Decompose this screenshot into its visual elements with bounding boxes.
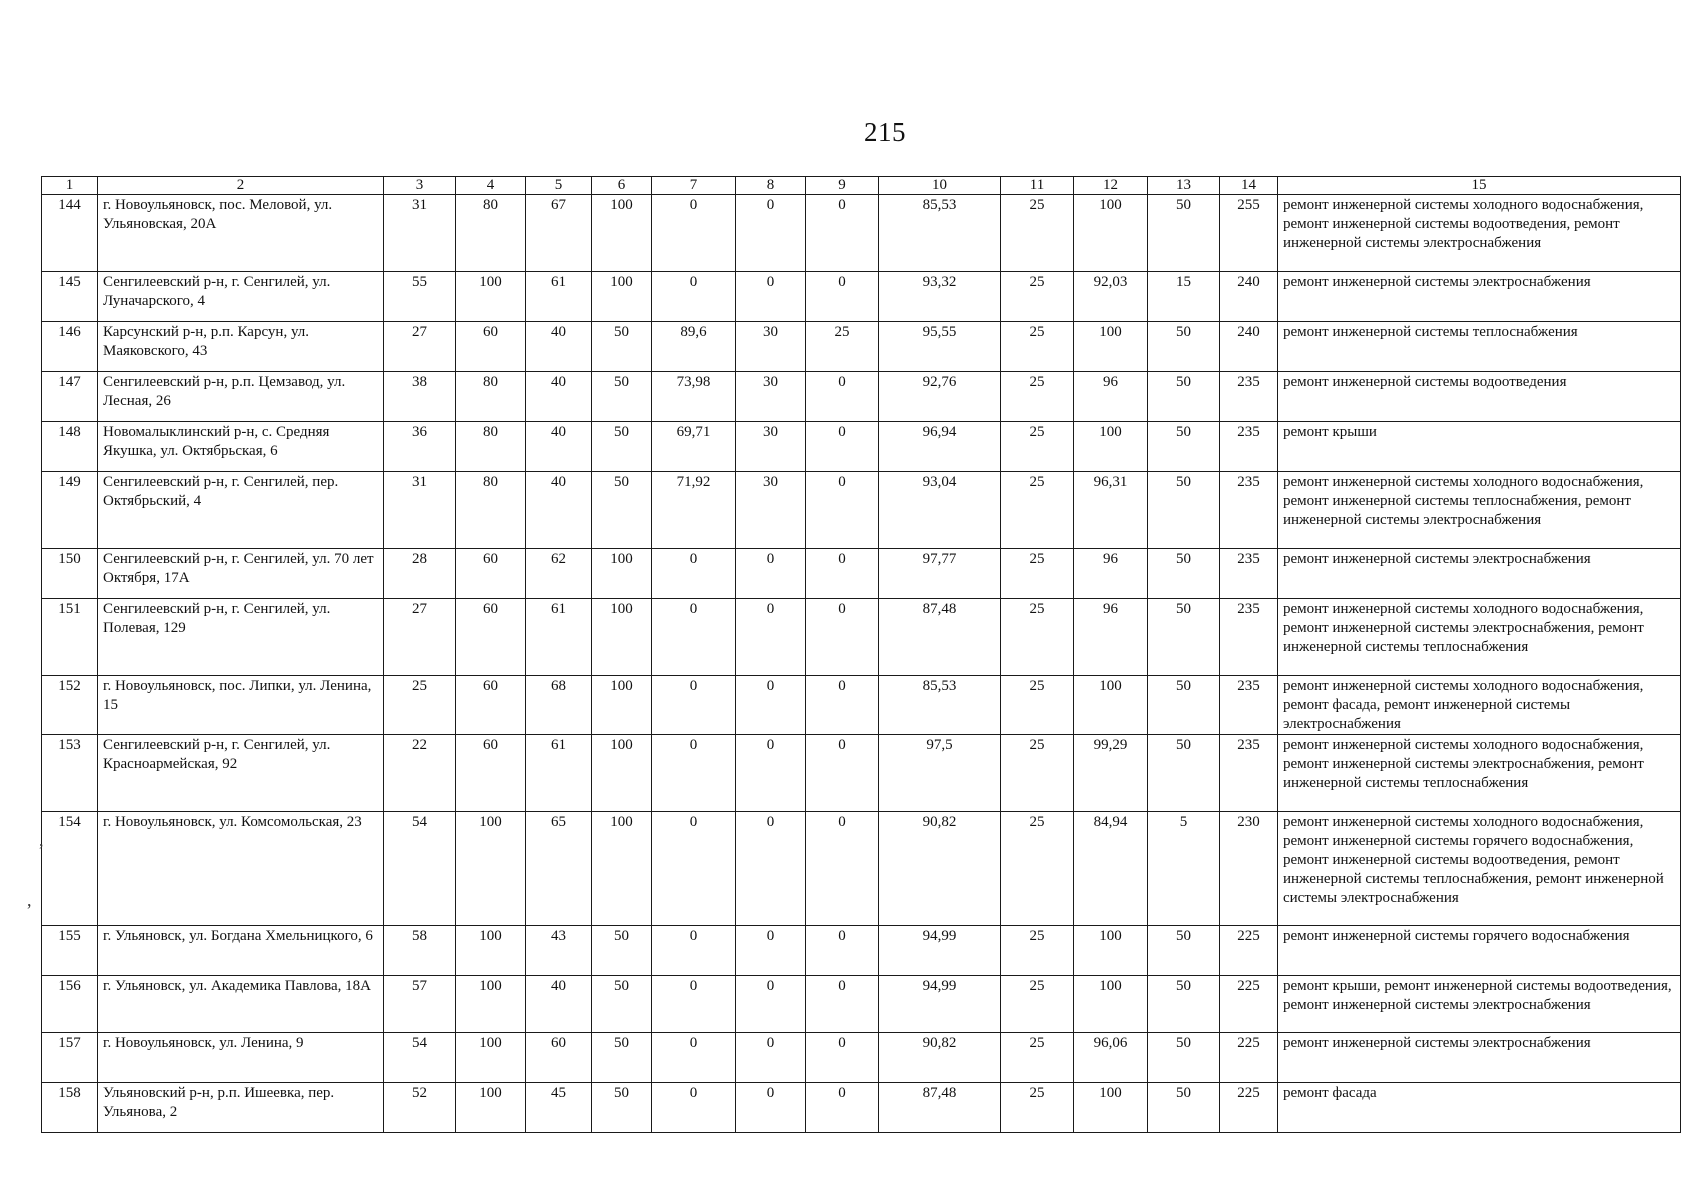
column-header: 3	[384, 177, 456, 195]
value-cell: 25	[1001, 976, 1074, 1033]
value-cell: 0	[806, 812, 879, 926]
value-cell: 25	[806, 322, 879, 372]
value-cell: 50	[1148, 1033, 1220, 1083]
value-cell: 30	[736, 472, 806, 549]
work-type-cell: ремонт инженерной системы электроснабжения	[1278, 272, 1681, 322]
value-cell: 100	[1074, 926, 1148, 976]
value-cell: 90,82	[879, 812, 1001, 926]
value-cell: 43	[526, 926, 592, 976]
value-cell: 235	[1220, 735, 1278, 812]
value-cell: 100	[1074, 322, 1148, 372]
value-cell: 0	[736, 926, 806, 976]
column-header: 12	[1074, 177, 1148, 195]
value-cell: 5	[1148, 812, 1220, 926]
value-cell: 0	[806, 926, 879, 976]
value-cell: 60	[526, 1033, 592, 1083]
value-cell: 0	[806, 195, 879, 272]
value-cell: 92,76	[879, 372, 1001, 422]
table-row	[42, 735, 1681, 812]
value-cell: 240	[1220, 272, 1278, 322]
column-header: 5	[526, 177, 592, 195]
value-cell: 100	[1074, 676, 1148, 735]
value-cell: 96	[1074, 549, 1148, 599]
value-cell: 50	[1148, 599, 1220, 676]
value-cell: 0	[652, 735, 736, 812]
value-cell: 85,53	[879, 676, 1001, 735]
work-type-cell: ремонт инженерной системы холодного водоснабжения, ремонт инженерной системы водоотведения, ремонт инженерной системы электроснабжения	[1278, 195, 1681, 272]
value-cell: 25	[1001, 1033, 1074, 1083]
value-cell: 25	[1001, 422, 1074, 472]
value-cell: 95,55	[879, 322, 1001, 372]
value-cell: 0	[806, 422, 879, 472]
value-cell: 68	[526, 676, 592, 735]
value-cell: 100	[1074, 1083, 1148, 1133]
value-cell: 0	[806, 372, 879, 422]
work-type-cell: ремонт инженерной системы теплоснабжения	[1278, 322, 1681, 372]
value-cell: 96	[1074, 372, 1148, 422]
value-cell: 87,48	[879, 599, 1001, 676]
value-cell: 31	[384, 472, 456, 549]
work-type-cell: ремонт инженерной системы холодного водоснабжения, ремонт фасада, ремонт инженерной системы электроснабжения	[1278, 676, 1681, 735]
address-cell: Сенгилеевский р-н, г. Сенгилей, ул. Полевая, 129	[98, 599, 384, 676]
value-cell: 73,98	[652, 372, 736, 422]
address-cell: Карсунский р-н, р.п. Карсун, ул. Маяковского, 43	[98, 322, 384, 372]
value-cell: 0	[736, 976, 806, 1033]
row-number-cell: 146	[42, 322, 98, 372]
value-cell: 235	[1220, 372, 1278, 422]
value-cell: 90,82	[879, 1033, 1001, 1083]
value-cell: 0	[652, 976, 736, 1033]
value-cell: 255	[1220, 195, 1278, 272]
value-cell: 240	[1220, 322, 1278, 372]
address-cell: Сенгилеевский р-н, г. Сенгилей, пер. Октябрьский, 4	[98, 472, 384, 549]
table-row	[42, 812, 1681, 926]
value-cell: 96	[1074, 599, 1148, 676]
address-cell: Сенгилеевский р-н, р.п. Цемзавод, ул. Лесная, 26	[98, 372, 384, 422]
column-header: 7	[652, 177, 736, 195]
value-cell: 27	[384, 322, 456, 372]
value-cell: 62	[526, 549, 592, 599]
value-cell: 25	[1001, 322, 1074, 372]
address-cell: Сенгилеевский р-н, г. Сенгилей, ул. Луначарского, 4	[98, 272, 384, 322]
value-cell: 0	[806, 735, 879, 812]
value-cell: 0	[652, 599, 736, 676]
value-cell: 0	[806, 1033, 879, 1083]
work-type-cell: ремонт инженерной системы водоотведения	[1278, 372, 1681, 422]
value-cell: 84,94	[1074, 812, 1148, 926]
row-number-cell: 145	[42, 272, 98, 322]
value-cell: 100	[592, 549, 652, 599]
value-cell: 61	[526, 735, 592, 812]
row-number-cell: 154	[42, 812, 98, 926]
value-cell: 100	[1074, 422, 1148, 472]
value-cell: 50	[592, 926, 652, 976]
value-cell: 40	[526, 322, 592, 372]
scan-mark: ,	[27, 890, 32, 910]
value-cell: 0	[736, 549, 806, 599]
value-cell: 30	[736, 422, 806, 472]
value-cell: 50	[1148, 322, 1220, 372]
value-cell: 40	[526, 472, 592, 549]
value-cell: 235	[1220, 472, 1278, 549]
value-cell: 22	[384, 735, 456, 812]
value-cell: 40	[526, 976, 592, 1033]
value-cell: 61	[526, 599, 592, 676]
value-cell: 69,71	[652, 422, 736, 472]
column-header: 6	[592, 177, 652, 195]
table-row	[42, 195, 1681, 272]
value-cell: 60	[456, 599, 526, 676]
row-number-cell: 155	[42, 926, 98, 976]
value-cell: 0	[652, 1033, 736, 1083]
column-header: 1	[42, 177, 98, 195]
value-cell: 27	[384, 599, 456, 676]
column-header: 4	[456, 177, 526, 195]
value-cell: 100	[456, 812, 526, 926]
value-cell: 80	[456, 195, 526, 272]
value-cell: 61	[526, 272, 592, 322]
row-number-cell: 147	[42, 372, 98, 422]
value-cell: 100	[456, 976, 526, 1033]
value-cell: 58	[384, 926, 456, 976]
address-cell: г. Новоульяновск, ул. Ленина, 9	[98, 1033, 384, 1083]
value-cell: 225	[1220, 976, 1278, 1033]
table-row	[42, 976, 1681, 1033]
value-cell: 31	[384, 195, 456, 272]
page-number: 215	[864, 117, 906, 147]
value-cell: 235	[1220, 676, 1278, 735]
table-row	[42, 676, 1681, 735]
value-cell: 30	[736, 372, 806, 422]
value-cell: 50	[592, 422, 652, 472]
value-cell: 225	[1220, 1083, 1278, 1133]
value-cell: 25	[1001, 472, 1074, 549]
value-cell: 97,77	[879, 549, 1001, 599]
row-number-cell: 152	[42, 676, 98, 735]
value-cell: 89,6	[652, 322, 736, 372]
value-cell: 30	[736, 322, 806, 372]
value-cell: 100	[1074, 195, 1148, 272]
table-body	[42, 195, 1681, 1133]
value-cell: 55	[384, 272, 456, 322]
value-cell: 50	[1148, 926, 1220, 976]
table-row	[42, 926, 1681, 976]
value-cell: 100	[592, 676, 652, 735]
value-cell: 100	[1074, 976, 1148, 1033]
row-number-cell: 153	[42, 735, 98, 812]
value-cell: 50	[592, 322, 652, 372]
value-cell: 71,92	[652, 472, 736, 549]
value-cell: 99,29	[1074, 735, 1148, 812]
value-cell: 60	[456, 676, 526, 735]
value-cell: 25	[1001, 735, 1074, 812]
value-cell: 25	[1001, 926, 1074, 976]
value-cell: 50	[1148, 422, 1220, 472]
table-row	[42, 322, 1681, 372]
value-cell: 100	[592, 812, 652, 926]
value-cell: 0	[736, 272, 806, 322]
column-header: 2	[98, 177, 384, 195]
value-cell: 45	[526, 1083, 592, 1133]
value-cell: 94,99	[879, 926, 1001, 976]
value-cell: 0	[806, 1083, 879, 1133]
value-cell: 96,06	[1074, 1033, 1148, 1083]
value-cell: 25	[1001, 676, 1074, 735]
value-cell: 0	[736, 1033, 806, 1083]
value-cell: 28	[384, 549, 456, 599]
value-cell: 80	[456, 372, 526, 422]
table-row	[42, 599, 1681, 676]
table-row	[42, 1083, 1681, 1133]
value-cell: 67	[526, 195, 592, 272]
value-cell: 225	[1220, 926, 1278, 976]
value-cell: 50	[592, 1083, 652, 1133]
value-cell: 50	[1148, 472, 1220, 549]
work-type-cell: ремонт инженерной системы горячего водоснабжения	[1278, 926, 1681, 976]
value-cell: 85,53	[879, 195, 1001, 272]
value-cell: 96,94	[879, 422, 1001, 472]
work-type-cell: ремонт инженерной системы электроснабжения	[1278, 549, 1681, 599]
table-row	[42, 372, 1681, 422]
address-cell: Сенгилеевский р-н, г. Сенгилей, ул. Красноармейская, 92	[98, 735, 384, 812]
value-cell: 25	[1001, 812, 1074, 926]
data-table	[41, 176, 1681, 1133]
value-cell: 54	[384, 1033, 456, 1083]
value-cell: 50	[1148, 735, 1220, 812]
value-cell: 15	[1148, 272, 1220, 322]
value-cell: 50	[592, 976, 652, 1033]
value-cell: 25	[1001, 195, 1074, 272]
value-cell: 0	[652, 549, 736, 599]
work-type-cell: ремонт инженерной системы холодного водоснабжения, ремонт инженерной системы теплоснабжения, ремонт инженерной системы электроснабжения	[1278, 472, 1681, 549]
value-cell: 0	[652, 926, 736, 976]
value-cell: 0	[736, 599, 806, 676]
value-cell: 25	[1001, 1083, 1074, 1133]
table-row	[42, 422, 1681, 472]
row-number-cell: 156	[42, 976, 98, 1033]
value-cell: 25	[384, 676, 456, 735]
value-cell: 235	[1220, 422, 1278, 472]
value-cell: 0	[806, 976, 879, 1033]
value-cell: 87,48	[879, 1083, 1001, 1133]
value-cell: 100	[456, 1033, 526, 1083]
value-cell: 57	[384, 976, 456, 1033]
value-cell: 0	[806, 676, 879, 735]
value-cell: 92,03	[1074, 272, 1148, 322]
value-cell: 25	[1001, 272, 1074, 322]
header-row	[42, 177, 1681, 195]
table-row	[42, 472, 1681, 549]
work-type-cell: ремонт инженерной системы холодного водоснабжения, ремонт инженерной системы электроснабжения, ремонт инженерной системы теплоснабжения	[1278, 599, 1681, 676]
scan-mark: ,	[39, 830, 44, 850]
address-cell: Ульяновский р-н, р.п. Ишеевка, пер. Ульянова, 2	[98, 1083, 384, 1133]
column-header: 8	[736, 177, 806, 195]
value-cell: 60	[456, 322, 526, 372]
value-cell: 60	[456, 549, 526, 599]
value-cell: 0	[652, 272, 736, 322]
value-cell: 100	[456, 1083, 526, 1133]
value-cell: 50	[1148, 1083, 1220, 1133]
address-cell: г. Новоульяновск, ул. Комсомольская, 23	[98, 812, 384, 926]
value-cell: 50	[1148, 549, 1220, 599]
value-cell: 0	[806, 472, 879, 549]
value-cell: 235	[1220, 549, 1278, 599]
value-cell: 50	[1148, 676, 1220, 735]
value-cell: 80	[456, 422, 526, 472]
work-type-cell: ремонт инженерной системы холодного водоснабжения, ремонт инженерной системы электроснабжения, ремонт инженерной системы теплоснабжения	[1278, 735, 1681, 812]
row-number-cell: 149	[42, 472, 98, 549]
column-header: 14	[1220, 177, 1278, 195]
value-cell: 0	[736, 812, 806, 926]
column-header: 9	[806, 177, 879, 195]
value-cell: 0	[806, 272, 879, 322]
value-cell: 97,5	[879, 735, 1001, 812]
value-cell: 50	[592, 472, 652, 549]
value-cell: 50	[592, 1033, 652, 1083]
value-cell: 0	[652, 1083, 736, 1133]
value-cell: 50	[1148, 976, 1220, 1033]
value-cell: 80	[456, 472, 526, 549]
value-cell: 93,32	[879, 272, 1001, 322]
value-cell: 60	[456, 735, 526, 812]
work-type-cell: ремонт инженерной системы холодного водоснабжения, ремонт инженерной системы горячего водоснабжения, ремонт инженерной системы водоотведения, ремонт инженерной системы теплоснабжения, ремонт инженерной системы электроснабжения	[1278, 812, 1681, 926]
value-cell: 50	[592, 372, 652, 422]
column-header: 13	[1148, 177, 1220, 195]
row-number-cell: 144	[42, 195, 98, 272]
value-cell: 100	[592, 195, 652, 272]
work-type-cell: ремонт крыши	[1278, 422, 1681, 472]
value-cell: 52	[384, 1083, 456, 1133]
value-cell: 38	[384, 372, 456, 422]
value-cell: 0	[806, 599, 879, 676]
column-header: 11	[1001, 177, 1074, 195]
row-number-cell: 148	[42, 422, 98, 472]
value-cell: 0	[652, 195, 736, 272]
row-number-cell: 151	[42, 599, 98, 676]
value-cell: 225	[1220, 1033, 1278, 1083]
table-row	[42, 1033, 1681, 1083]
value-cell: 0	[806, 549, 879, 599]
value-cell: 100	[592, 599, 652, 676]
work-type-cell: ремонт инженерной системы электроснабжения	[1278, 1033, 1681, 1083]
value-cell: 25	[1001, 372, 1074, 422]
value-cell: 100	[592, 272, 652, 322]
value-cell: 0	[652, 676, 736, 735]
value-cell: 25	[1001, 599, 1074, 676]
row-number-cell: 157	[42, 1033, 98, 1083]
address-cell: Новомалыклинский р-н, с. Средняя Якушка, ул. Октябрьская, 6	[98, 422, 384, 472]
value-cell: 0	[736, 676, 806, 735]
row-number-cell: 150	[42, 549, 98, 599]
value-cell: 40	[526, 372, 592, 422]
table-row	[42, 272, 1681, 322]
work-type-cell: ремонт фасада	[1278, 1083, 1681, 1133]
value-cell: 100	[456, 926, 526, 976]
value-cell: 40	[526, 422, 592, 472]
value-cell: 50	[1148, 372, 1220, 422]
value-cell: 96,31	[1074, 472, 1148, 549]
value-cell: 54	[384, 812, 456, 926]
value-cell: 100	[592, 735, 652, 812]
value-cell: 25	[1001, 549, 1074, 599]
work-type-cell: ремонт крыши, ремонт инженерной системы водоотведения, ремонт инженерной системы электроснабжения	[1278, 976, 1681, 1033]
value-cell: 0	[736, 1083, 806, 1133]
value-cell: 100	[456, 272, 526, 322]
value-cell: 230	[1220, 812, 1278, 926]
value-cell: 235	[1220, 599, 1278, 676]
address-cell: г. Новоульяновск, пос. Липки, ул. Ленина, 15	[98, 676, 384, 735]
value-cell: 0	[736, 735, 806, 812]
value-cell: 0	[736, 195, 806, 272]
address-cell: г. Ульяновск, ул. Академика Павлова, 18А	[98, 976, 384, 1033]
address-cell: Сенгилеевский р-н, г. Сенгилей, ул. 70 лет Октября, 17А	[98, 549, 384, 599]
value-cell: 50	[1148, 195, 1220, 272]
column-header: 10	[879, 177, 1001, 195]
table-header	[42, 177, 1681, 195]
value-cell: 93,04	[879, 472, 1001, 549]
value-cell: 65	[526, 812, 592, 926]
value-cell: 36	[384, 422, 456, 472]
address-cell: г. Новоульяновск, пос. Меловой, ул. Ульяновская, 20А	[98, 195, 384, 272]
value-cell: 94,99	[879, 976, 1001, 1033]
column-header: 15	[1278, 177, 1681, 195]
row-number-cell: 158	[42, 1083, 98, 1133]
table-row	[42, 549, 1681, 599]
address-cell: г. Ульяновск, ул. Богдана Хмельницкого, 6	[98, 926, 384, 976]
value-cell: 0	[652, 812, 736, 926]
